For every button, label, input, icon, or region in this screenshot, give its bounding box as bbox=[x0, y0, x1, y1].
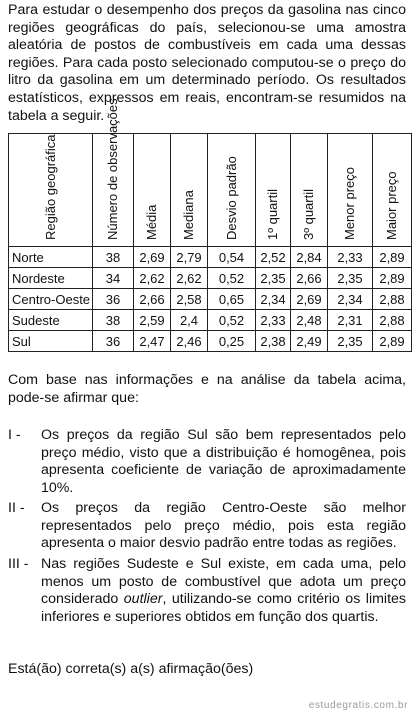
table-cell: 2,34 bbox=[328, 289, 373, 310]
table-cell: Sul bbox=[9, 331, 93, 352]
table-row bbox=[9, 331, 412, 352]
statement-text-part: , utilizando-se como critério os limites inferiores e superiores obtidos em função dos quartis. bbox=[41, 591, 406, 625]
statement-text: Os preços da região Centro-Oeste são melhor representados pelo preço médio, pois esta região apresenta o maior desvio padrão entre todas as regiões. bbox=[41, 500, 406, 552]
header-region: Região geográfica bbox=[9, 134, 93, 247]
table-cell: 2,35 bbox=[328, 331, 373, 352]
table-cell: 2,62 bbox=[171, 268, 208, 289]
table-cell: Centro-Oeste bbox=[9, 289, 93, 310]
table-cell: 2,66 bbox=[134, 289, 171, 310]
table-row bbox=[9, 247, 412, 268]
table-cell: 0,52 bbox=[208, 310, 256, 331]
table-cell: 2,66 bbox=[291, 268, 328, 289]
question-stem: Com base nas informações e na análise da tabela acima, pode-se afirmar que: bbox=[8, 372, 406, 406]
table-cell: 0,54 bbox=[208, 247, 256, 268]
table-cell: 34 bbox=[93, 268, 134, 289]
table-cell: 36 bbox=[93, 289, 134, 310]
header-q1: 1º quartil bbox=[256, 134, 291, 247]
table-cell: 38 bbox=[93, 247, 134, 268]
site-watermark: estudegratis.com.br bbox=[308, 700, 408, 711]
table-cell: 2,31 bbox=[328, 310, 373, 331]
table-cell: 2,89 bbox=[373, 247, 412, 268]
table-cell: 2,59 bbox=[134, 310, 171, 331]
table-cell: 2,48 bbox=[291, 310, 328, 331]
header-max-price: Maior preço bbox=[373, 134, 412, 247]
header-mean: Média bbox=[134, 134, 171, 247]
header-q3: 3º quartil bbox=[291, 134, 328, 247]
statement-number: I - bbox=[8, 427, 21, 443]
statement-ii bbox=[8, 500, 406, 553]
statement-i bbox=[8, 427, 406, 497]
table-cell: 2,69 bbox=[134, 247, 171, 268]
table-cell: 2,49 bbox=[291, 331, 328, 352]
table-cell: Sudeste bbox=[9, 310, 93, 331]
table-cell: 2,58 bbox=[171, 289, 208, 310]
table-cell: 2,33 bbox=[256, 310, 291, 331]
statement-text bbox=[41, 556, 406, 626]
table-cell: 0,52 bbox=[208, 268, 256, 289]
table-cell: 2,47 bbox=[134, 331, 171, 352]
table-cell: Norte bbox=[9, 247, 93, 268]
statement-text-part: Nas regiões Sudeste e Sul existe, em cada uma, pelo menos um posto de combustível que adota um preço considerado bbox=[41, 556, 406, 608]
table-cell: 2,84 bbox=[291, 247, 328, 268]
table-cell: 2,62 bbox=[134, 268, 171, 289]
table-cell: 2,38 bbox=[256, 331, 291, 352]
table-cell: Nordeste bbox=[9, 268, 93, 289]
table-cell: 2,35 bbox=[256, 268, 291, 289]
table-cell: 2,34 bbox=[256, 289, 291, 310]
header-observations: Número de observações bbox=[93, 134, 134, 247]
table-header-row bbox=[9, 134, 412, 247]
table-cell: 2,69 bbox=[291, 289, 328, 310]
closing-question: Está(ão) correta(s) a(s) afirmação(ões) bbox=[8, 661, 254, 677]
table-row bbox=[9, 268, 412, 289]
table-cell: 2,89 bbox=[373, 331, 412, 352]
table-cell: 2,79 bbox=[171, 247, 208, 268]
table-cell: 36 bbox=[93, 331, 134, 352]
statement-number: III - bbox=[8, 556, 29, 572]
statistics-table bbox=[8, 98, 412, 352]
statement-number: II - bbox=[8, 500, 25, 516]
table-cell: 2,88 bbox=[373, 289, 412, 310]
table-cell: 2,35 bbox=[328, 268, 373, 289]
table-cell: 2,89 bbox=[373, 268, 412, 289]
table-cell: 0,65 bbox=[208, 289, 256, 310]
header-median: Mediana bbox=[171, 134, 208, 247]
table-cell: 2,88 bbox=[373, 310, 412, 331]
table-cell: 0,25 bbox=[208, 331, 256, 352]
header-min-price: Menor preço bbox=[328, 134, 373, 247]
table-cell: 2,4 bbox=[171, 310, 208, 331]
table-cell: 2,52 bbox=[256, 247, 291, 268]
statement-text: Os preços da região Sul são bem representados pelo preço médio, visto que a distribuição é homogênea, pois apresenta coeficiente de variação de aproximadamente 10%. bbox=[41, 427, 406, 496]
table-cell: 38 bbox=[93, 310, 134, 331]
statement-iii bbox=[8, 556, 406, 626]
table-row bbox=[9, 310, 412, 331]
outlier-term: outlier bbox=[123, 591, 163, 608]
header-std-dev: Desvio padrão bbox=[208, 134, 256, 247]
table-cell: 2,33 bbox=[328, 247, 373, 268]
table-cell: 2,46 bbox=[171, 331, 208, 352]
intro-paragraph: Para estudar o desempenho dos preços da gasolina nas cinco regiões geográficas do país, selecionou-se uma amostra aleatória de postos de combustíveis em cada uma dessas regiões. Para cada posto selecionado computou-se o preço do litro da gasolina em um determinado período. Os resultados estatísticos, expressos em reais, encontram-se resumidos na tabela a seguir. bbox=[8, 2, 406, 124]
table-row bbox=[9, 289, 412, 310]
